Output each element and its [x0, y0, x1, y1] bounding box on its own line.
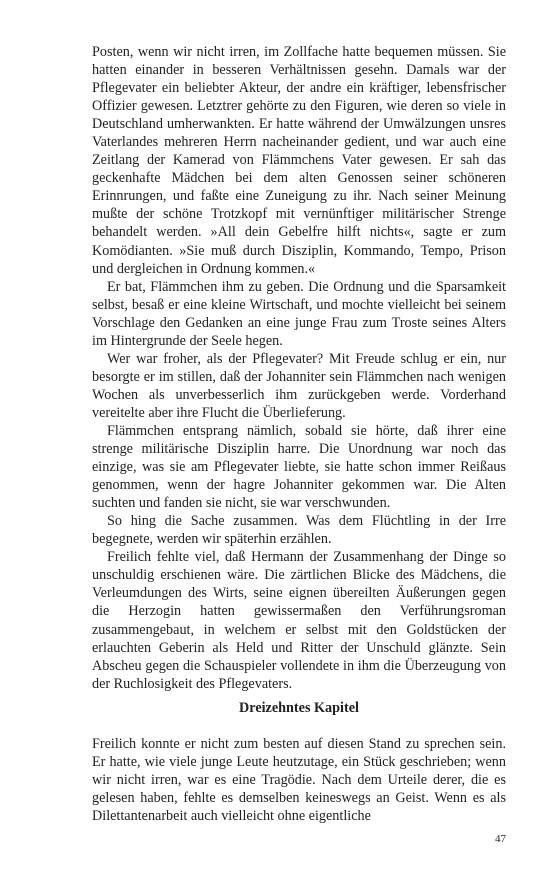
paragraph: Wer war froher, als der Pflegevater? Mit Freude schlug er ein, nur besorgte er im stillen, daß der Johanniter sein Flämmchen nach wenigen Wochen als unverbesserlich ihm zurückgeben werde. Vorderhand vereitelte aber ihre Flucht die Überlieferung. — [92, 350, 506, 421]
page-number: 47 — [495, 833, 506, 845]
paragraph: Flämmchen entsprang nämlich, sobald sie hörte, daß ihrer eine strenge militärische Disziplin harre. Die Unordnung war noch das einzige, was sie am Pflegevater liebte, sie hatte schon immer Reißaus genommen, wenn der hagre Johanniter gekommen war. Die Alten suchten und fanden sie nicht, sie war verschwunden. — [92, 422, 506, 512]
chapter-body-text — [92, 735, 506, 825]
paragraph: Er bat, Flämmchen ihm zu geben. Die Ordnung und die Sparsamkeit selbst, besaß er eine kleine Wirtschaft, und mochte vielleicht bei seinem Vorschlage den Gedanken an eine junge Frau zum Troste seines Alters im Hintergrunde der Seele hegen. — [92, 278, 506, 349]
paragraph: Posten, wenn wir nicht irren, im Zollfache hatte bequemen müssen. Sie hatten einander in besseren Verhältnissen gesehn. Damals war der Pflegevater ein beliebter Akteur, der andre ein kräftiger, lebensfrischer Offizier gewesen. Letztrer gehörte zu den Figuren, wie deren so viele in Deutschland umherwankten. Er hatte während der Umwälzungen unsres Vaterlandes mehreren Herrn nacheinander gedient, und war auch eine Zeitlang der Kamerad von Flämmchens Vater gewesen. Er sah das geckenhafte Mädchen bei dem alten Genossen seiner schöneren Erinnrungen, und faßte eine Zuneigung zu ihr. Nach seiner Meinung mußte der schöne Trotzkopf mit vernünftiger militärischer Strenge behandelt werden. »All dein Gebelfre hilft nichts«, sagte er zum Komödianten. »Sie muß durch Disziplin, Kommando, Tempo, Prison und dergleichen in Ordnung kommen.« — [92, 44, 506, 277]
body-text — [92, 43, 506, 693]
paragraph: Freilich konnte er nicht zum besten auf diesen Stand zu sprechen sein. Er hatte, wie viele junge Leute heutzutage, ein Stück geschrieben; wenn wir nicht irren, war es eine Tragödie. Nach dem Urteile derer, die es gelesen haben, fehlte es demselben keineswegs an Geist. Wenn es als Dilettantenarbeit auch vielleicht ohne eigentliche — [92, 736, 506, 825]
paragraph: Freilich fehlte viel, daß Hermann der Zusammenhang der Dinge so unschuldig erschienen wäre. Die zärtlichen Blicke des Mädchens, die Verleumdungen des Wirts, seine eignen übereilten Äußerungen gegen die Herzogin hatten gewissermaßen den Verführungsroman zusammengebaut, in welchem er selbst mit den Goldstücken der erlauchten Geberin als Held und Ritter der Unschuld glänzte. Sein Abscheu gegen die Schauspieler vollendete in ihm die Überzeugung von der Ruchlosigkeit des Pflegevaters. — [92, 549, 506, 692]
paragraph: So hing die Sache zusammen. Was dem Flüchtling in der Irre begegnete, werden wir späterhin erzählen. — [92, 513, 506, 548]
chapter-heading: Dreizehntes Kapitel — [239, 700, 359, 716]
